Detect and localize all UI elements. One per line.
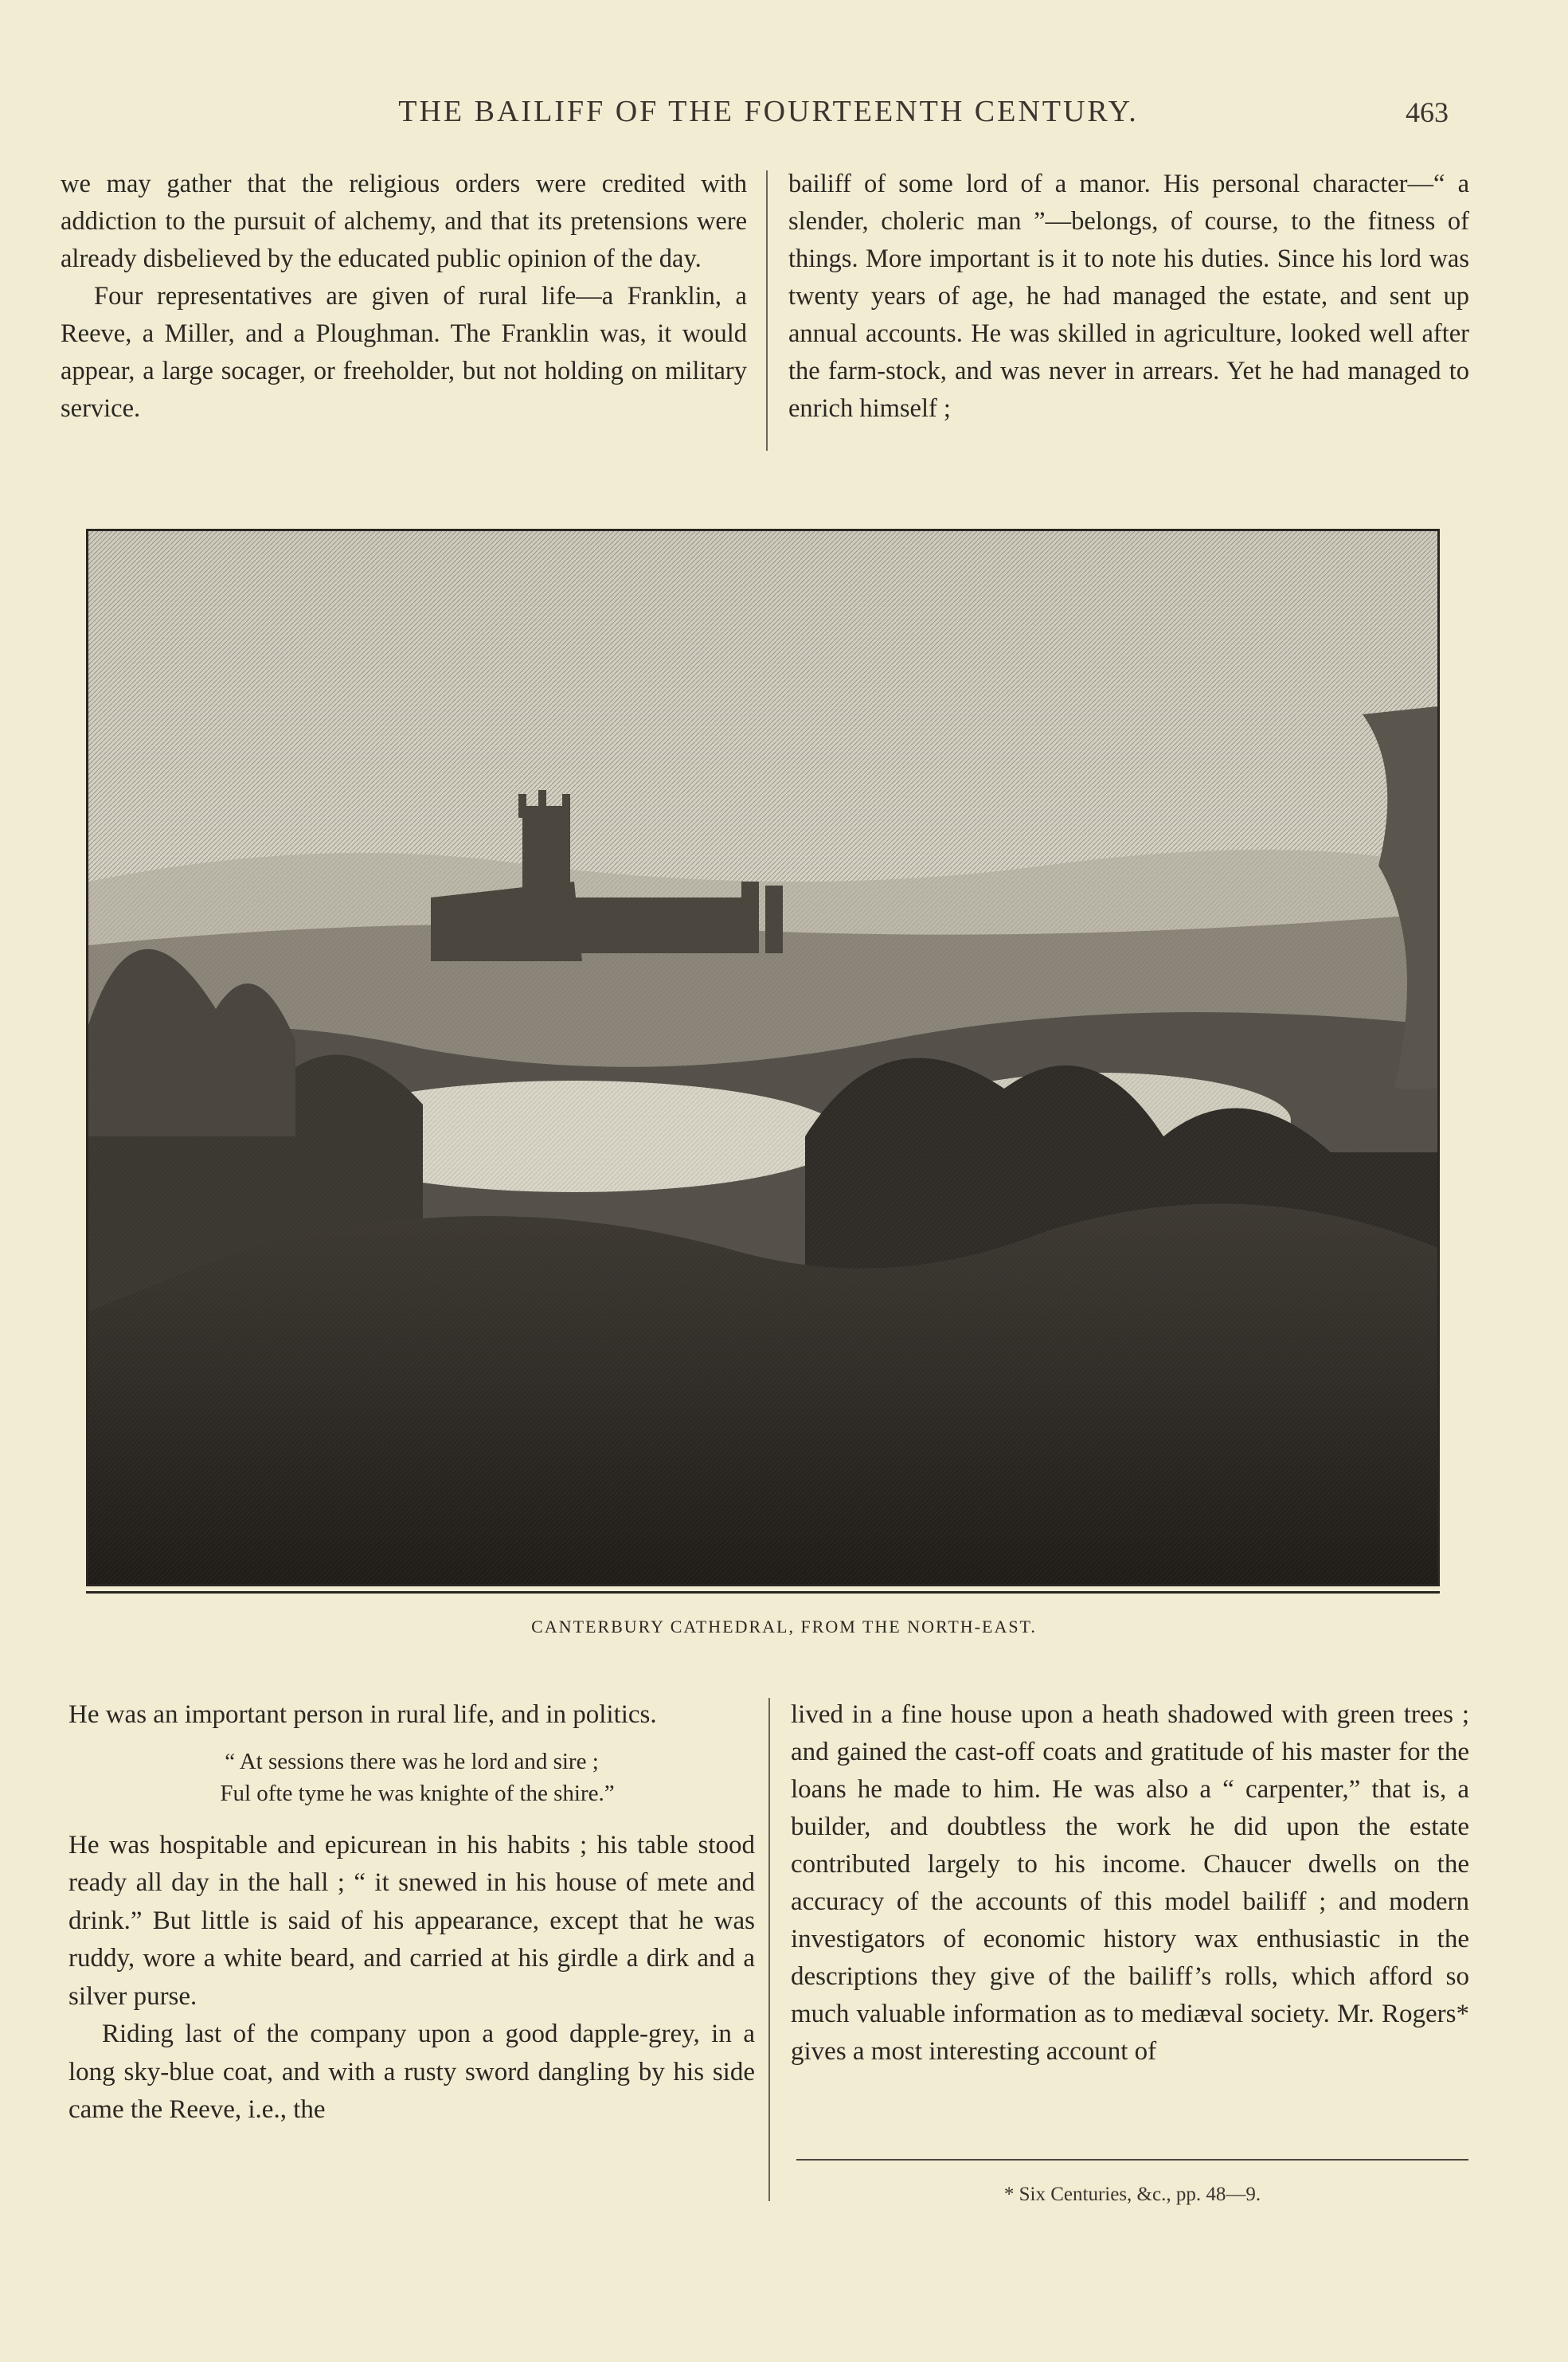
verse-quote [68,1746,755,1809]
cathedral-engraving [86,529,1440,1586]
running-title: THE BAILIFF OF THE FOURTEENTH CENTURY. [398,95,1139,128]
footnote-rule [796,2159,1468,2161]
verse-line: Ful ofte tyme he was knighte of the shire.” [220,1780,615,1806]
paragraph: He was hospitable and epicurean in his habits ; his table stood ready all day in the hall ; “ it snewed in his house of mete and drink.” But little is said of his appearance, except that he was ruddy, wore a white beard, and carried at his girdle a dirk and a silver purse. [68,1830,755,2011]
column-rule [766,170,768,451]
bottom-right-column [791,1696,1469,2071]
paragraph: Four representatives are given of rural life—a Franklin, a Reeve, a Miller, and a Ploughman. The Franklin was, it would appear, a large socager, or freeholder, but not holding on military service. [61,282,747,423]
paragraph: He was an important person in rural life, and in politics. [68,1700,657,1729]
top-right-column [788,166,1469,428]
paragraph: Riding last of the company upon a good dapple-grey, in a long sky-blue coat, and with a rusty sword dangling by his side came the Reeve, i.e., the [68,2020,755,2124]
page-number: 463 [1406,96,1449,128]
bottom-left-column [68,1696,755,2129]
running-head [0,94,1568,126]
column-rule [768,1698,770,2201]
paragraph: lived in a fine house upon a heath shadowed with green trees ; and gained the cast-off coats and gratitude of his master for the loans he made to him. He was also a “ carpenter,” that is, a builder, and doubtless the work he did upon the estate contributed largely to his income. Chaucer dwells on the accuracy of the accounts of this model bailiff ; and modern investigators of economic history wax enthusiastic in the descriptions they give of the bailiff’s rolls, which afford so much valuable information as to mediæval society. Mr. Rogers* gives a most interesting account of [791,1700,1469,2066]
engraving-frame-line [86,1591,1440,1594]
paragraph: bailiff of some lord of a manor. His personal character—“ a slender, choleric man ”—belongs, of course, to the fitness of things. More important is it to note his duties. Since his lord was twenty years of age, he had managed the estate, and sent up annual accounts. He was skilled in agriculture, looked well after the farm-stock, and was never in arrears. Yet he had managed to enrich himself ; [788,170,1469,423]
footnote: * Six Centuries, &c., pp. 48—9. [1003,2184,1261,2205]
illustration-caption: CANTERBURY CATHEDRAL, FROM THE NORTH-EAST. [531,1617,1037,1637]
paragraph: we may gather that the religious orders were credited with addiction to the pursuit of alchemy, and that its pretensions were already disbelieved by the educated public opinion of the day. [61,170,747,273]
top-left-column [61,166,747,428]
verse-line: “ At sessions there was he lord and sire ; [225,1748,599,1774]
